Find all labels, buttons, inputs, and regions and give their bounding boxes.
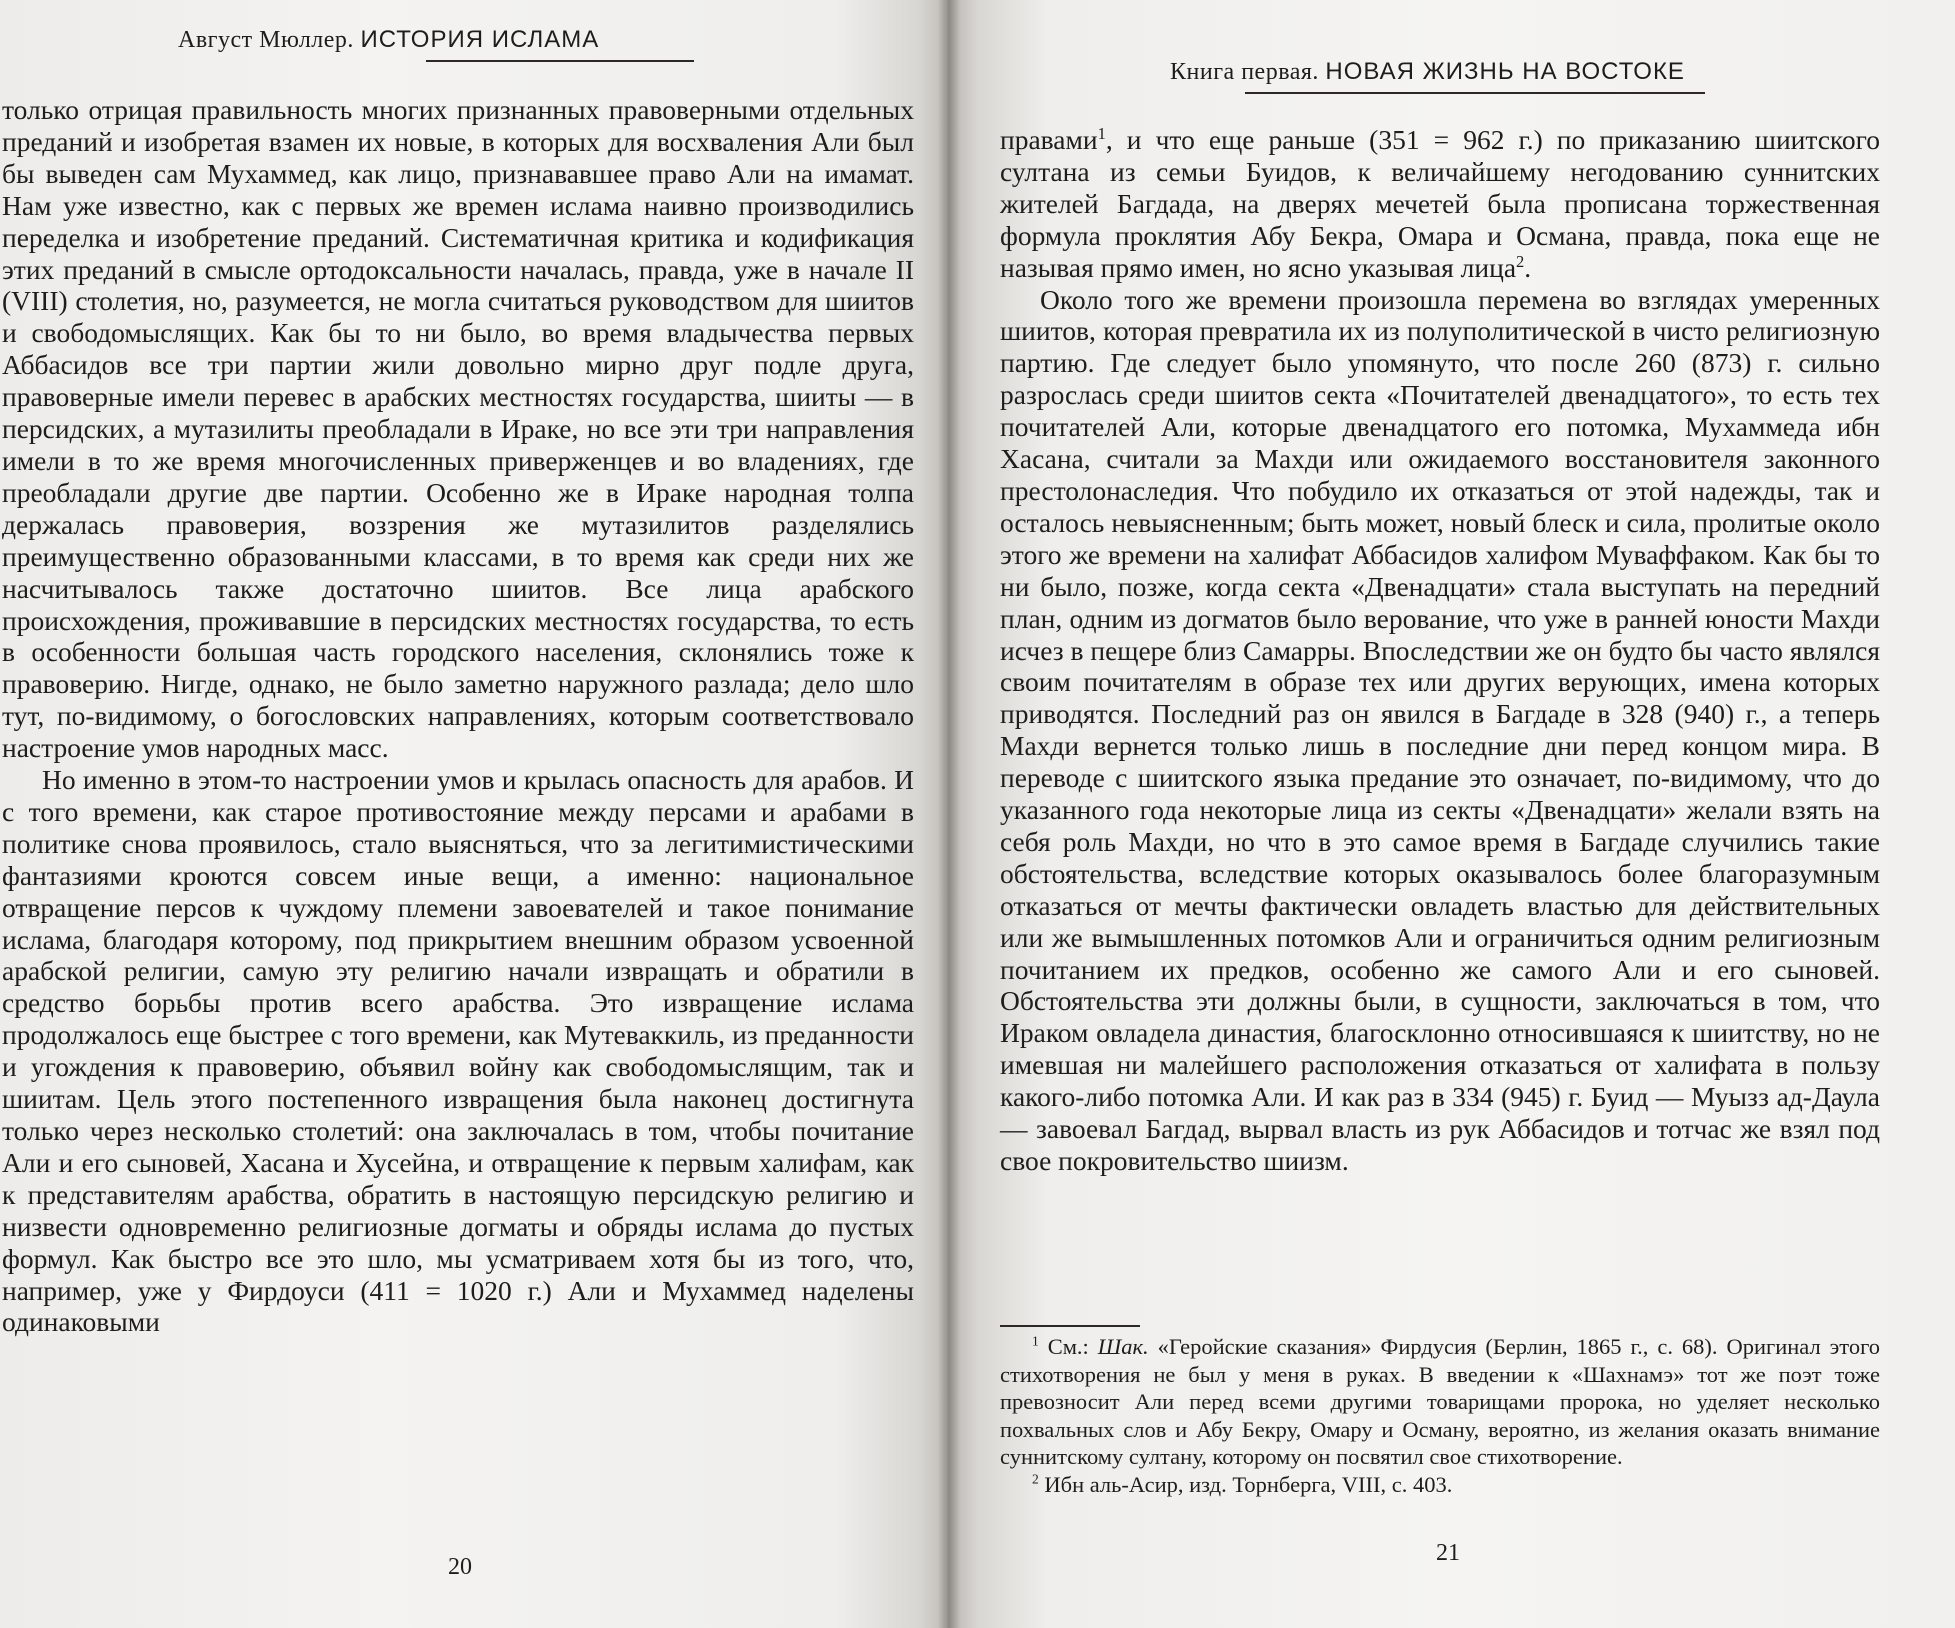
- right-body-text: [1000, 124, 1880, 1177]
- right-page-number: 21: [1436, 1540, 1460, 1566]
- header-book-part: Книга первая.: [1170, 59, 1319, 85]
- right-paragraph-1-part-c: .: [1524, 251, 1532, 283]
- footnote-1-prefix: См.:: [1047, 1334, 1089, 1359]
- left-paragraph-2: Но именно в этом-то настроении умов и крылась опасность для арабов. И с того времени, как старое противостояние между персами и арабами в политике снова проявилось, стало выясняться, что за легитимистическими фантазиями кроются совсем иные вещи, а именно: национальное отвращение персов к чуждому племени завоевателей и такое понимание ислама, благодаря которому, под прикрытием внешним образом усвоенной арабской религии, самую эту религию начали извращать и обратили в средство борьбы против всего арабства. Это извращение ислама продолжалось еще быстрее с того времени, как Мутеваккиль, из преданности и угождения к правоверию, объявил войну как свободомыслящим, так и шиитам. Цель этого постепенного извращения была наконец достигнута только через несколько столетий: она заключалась в том, чтобы почитание Али и его сыновей, Хасана и Хусейна, и отвращение к первым халифам, как к представителям арабства, обратить в настоящую персидскую религию и низвести одновременно религиозные догматы и обряды ислама до пустых формул. Как быстро все это шло, мы усматриваем хотя бы из того, что, например, уже у Фирдоуси (411 = 1020 г.) Али и Мухаммед наделены одинаковыми: [2, 764, 914, 1338]
- header-section-title: НОВАЯ ЖИЗНЬ НА ВОСТОКЕ: [1325, 58, 1685, 85]
- left-page-number: 20: [448, 1554, 472, 1580]
- right-paragraph-1-part-b: , и что еще раньше (351 = 962 г.) по приказанию шиитского султана из семьи Буидов, к величайшему негодованию суннитских жителей Багдада, на дверях мечетей была прописана торжественная формула проклятия Абу Бекра, Омара и Османа, правда, пока еще не называя прямо имен, но ясно указывая лица: [1000, 124, 1880, 283]
- right-paragraph-1-part-a: правами: [1000, 124, 1098, 155]
- right-running-head: [1170, 58, 1685, 86]
- left-header-rule: [426, 60, 694, 62]
- footnote-ref-2: 2: [1516, 251, 1525, 271]
- footnote-2: [1000, 1471, 1880, 1499]
- left-running-head: [178, 26, 599, 54]
- left-paragraph-1: только отрицая правильность многих признанных правоверными отдельных преданий и изобретая взамен их новые, в которых для восхваления Али был бы выведен сам Мухаммед, как лицо, признававшее право Али на имамат. Нам уже известно, как с первых же времен ислама наивно производились переделка и изобретение преданий. Систематичная критика и кодификация этих преданий в смысле ортодоксальности началась, правда, уже в начале II (VIII) столетия, но, разумеется, не могла считаться руководством для шиитов и свободомыслящих. Как бы то ни было, во время владычества первых Аббасидов все три партии жили довольно мирно друг подле друга, правоверные имели перевес в арабских местностях государства, шииты — в персидских, а мутазилиты преобладали в Ираке, но все эти три направления имели в то же время многочисленных приверженцев и во владениях, где преобладали другие две партии. Особенно же в Ираке народная толпа держалась правоверия, воззрения же мутазилитов разделялись преимущественно образованными классами, в то время как среди них же насчитывалось также достаточно шиитов. Все лица арабского происхождения, проживавшие в персидских местностях государства, то есть в особенности большая часть городского населения, склонялись тоже к правоверию. Нигде, однако, не было заметно наружного разлада; дело шло тут, по-видимому, о богословских направлениях, которым соответствовало настроение умов народных масс.: [2, 94, 914, 764]
- footnote-1-author: Шак.: [1097, 1334, 1149, 1359]
- footnote-1-text: «Геройские сказания» Фирдусия (Берлин, 1865 г., с. 68). Оригинал этого стихотворения не был у меня в руках. В введении к «Шахнамэ» тот же поэт тоже превозносит Али перед всеми другими товарищами пророка, но уделяет несколько похвальных слов и Абу Бекру, Омару и Осману, вероятно, из желания оказать внимание суннитскому султану, которому он посвятил свое стихотворение.: [1000, 1334, 1881, 1469]
- header-author: Август Мюллер.: [178, 27, 354, 53]
- footnote-1-number: 1: [1032, 1333, 1039, 1349]
- header-book-title: ИСТОРИЯ ИСЛАМА: [360, 26, 600, 53]
- left-page: [0, 0, 948, 1628]
- footnote-1: [1000, 1333, 1880, 1471]
- footnotes: [1000, 1333, 1880, 1498]
- right-paragraph-1: [1000, 124, 1880, 284]
- footnote-2-number: 2: [1032, 1471, 1039, 1486]
- right-header-rule: [1245, 92, 1705, 94]
- footnote-separator: [1000, 1325, 1140, 1327]
- footnote-2-text: Ибн аль-Асир, изд. Торнберга, VIII, с. 403.: [1044, 1471, 1453, 1497]
- left-body-text: [2, 94, 914, 1338]
- footnote-ref-1: 1: [1097, 123, 1106, 143]
- right-paragraph-2: Около того же времени произошла перемена во взглядах умеренных шиитов, которая превратила их из полуполитической в чисто религиозную партию. Где следует было упомянуто, что после 260 (873) г. сильно разрослась среди шиитов секта «Почитателей двенадцатого», то есть тех почитателей Али, которые двенадцатого его потомка, Мухаммеда ибн Хасана, считали за Махди или ожидаемого восстановителя законного престолонаследия. Что побудило их отказаться от этой надежды, так и осталось невыясненным; быть может, новый блеск и сила, пролитые около этого же времени на халифат Аббасидов халифом Муваффаком. Как бы то ни было, позже, когда секта «Двенадцати» стала выступать на передний план, одним из догматов было верование, что уже в ранней юности Махди исчез в пещере близ Самарры. Впоследствии же он будто бы часто являлся своим почитателям в образе тех или других верующих, имена которых приводятся. Последний раз он явился в Багдаде в 328 (940) г., а теперь Махди вернется только лишь в последние дни перед концом мира. В переводе с шиитского языка предание это означает, по-видимому, что до указанного года некоторые лица из секты «Двенадцати» желали взять на себя роль Махди, но что в это самое время в Багдаде случились такие обстоятельства, вследствие которых оказывалось более благоразумным отказаться от мечты фактически овладеть властью для действительных или же вымышленных потомков Али и ограничиться одним религиозным почитанием их предков, особенно же самого Али и его сыновей. Обстоятельства эти должны были, в сущности, заключаться в том, что Ираком овладела династия, благосклонно относившаяся к шиитству, но не имевшая ни малейшего расположения отказаться от халифата в пользу какого-либо потомка Али. И как раз в 334 (945) г. Буид — Муызз ад-Даула — завоевал Багдад, вырвал власть из рук Аббасидов и тотчас же взял под свое покровительство шиизм.: [1000, 283, 1880, 1176]
